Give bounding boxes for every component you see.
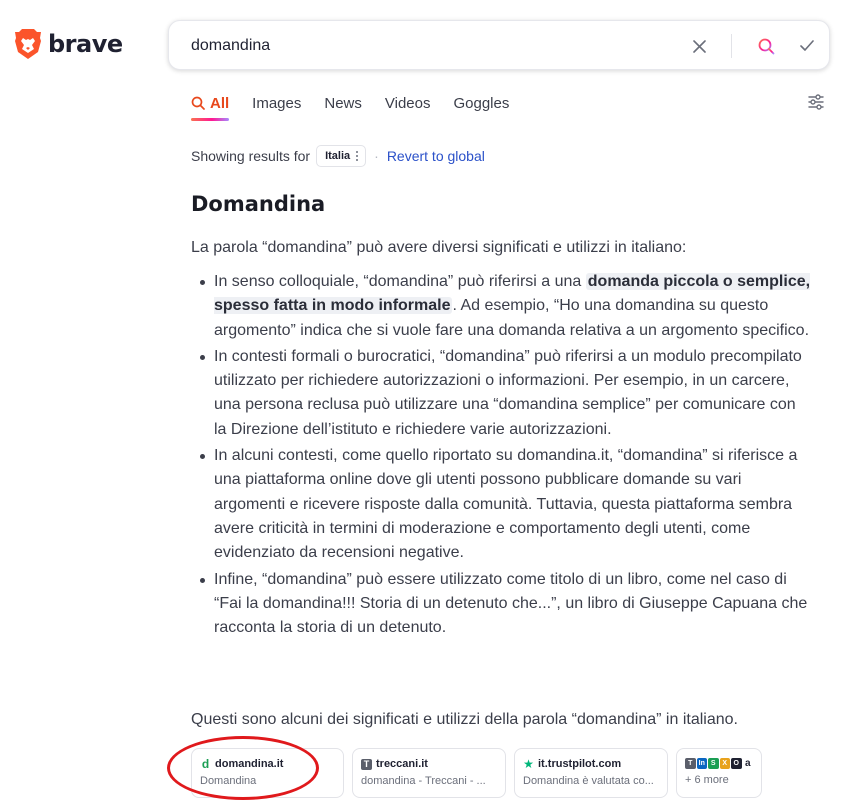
region-bar (191, 145, 485, 167)
brave-lion-icon (14, 28, 42, 60)
separator: · (374, 148, 379, 164)
linkedin-favicon-icon: In (697, 758, 708, 769)
more-sources-button[interactable] (676, 748, 762, 798)
tab-goggles[interactable] (453, 93, 509, 113)
answer-title: Domandina (191, 192, 326, 216)
settings-sliders-icon[interactable] (807, 93, 825, 111)
close-icon (693, 40, 706, 53)
search-bar (168, 20, 830, 70)
search-input[interactable] (191, 34, 671, 58)
source-card-treccani[interactable] (352, 748, 506, 798)
source-favicons (685, 758, 753, 769)
source-card-trustpilot[interactable] (514, 748, 668, 798)
answer-intro: La parola “domandina” può avere diversi significati e utilizzi in italiano: (191, 239, 687, 256)
source-domain: domandina.it (215, 758, 284, 770)
search-icon (191, 96, 205, 110)
region-prefix: Showing results for (191, 148, 311, 164)
list-item (191, 270, 811, 343)
brand-name: brave (48, 30, 123, 58)
more-vertical-icon (356, 151, 358, 161)
region-country: Italia (325, 150, 351, 162)
list-item: Infine, “domandina” può essere utilizzato come titolo di un libro, come nel caso di “Fai la domandina!!! Storia di un detenuto che...”, un libro di Giuseppe Capuana che racconta la storia di un detenuto. (191, 568, 811, 641)
answer-list (191, 270, 811, 642)
tab-label: Videos (384, 94, 431, 112)
check-icon (800, 40, 814, 52)
highlighted-phrase: domanda piccola o semplice, spesso fatta in modo informale (214, 273, 811, 315)
source-title: Domandina è valutata co... (523, 775, 654, 787)
source-card-domandina[interactable] (191, 748, 344, 798)
list-item: In alcuni contesti, come quello riportato su domandina.it, “domandina” si riferisce a una piattaforma online dove gli utenti possono pubblicare domande su vari argomenti e ricevere risposte dalla comunità. Tuttavia, questa piattaforma sembra avere criticità in termini di moderazione e comportamento degli utenti, come evidenziato da recensioni negative. (191, 444, 811, 565)
source-domain: it.trustpilot.com (538, 758, 622, 770)
confirm-button[interactable] (795, 34, 819, 58)
tab-label: Goggles (453, 94, 510, 112)
tab-news[interactable] (324, 93, 362, 113)
domandina-favicon-icon: d (201, 757, 210, 771)
site-favicon-icon: X (720, 758, 731, 769)
source-title: domandina - Treccani - ... (361, 775, 486, 787)
trustpilot-star-icon: ★ (523, 757, 534, 771)
brave-logo[interactable] (14, 28, 123, 60)
bullet-text: In senso colloquiale, “domandina” può riferirsi a una (214, 273, 586, 290)
search-icon (758, 38, 775, 55)
treccani-favicon-icon: T (685, 758, 696, 769)
source-cards (191, 748, 762, 798)
clear-button[interactable] (687, 34, 711, 58)
site-favicon-icon: S (708, 758, 719, 769)
tab-label: News (324, 94, 362, 112)
revert-to-global-link[interactable]: Revert to global (386, 148, 485, 164)
source-title: Domandina (200, 775, 257, 787)
tab-videos[interactable] (385, 93, 431, 113)
tab-label: Images (252, 94, 302, 112)
answer-outro: Questi sono alcuni dei significati e utilizzi della parola “domandina” in italiano. (191, 711, 738, 728)
more-count: + 6 more (685, 774, 729, 786)
site-favicon-icon: O (731, 758, 742, 769)
treccani-favicon-icon: T (361, 759, 372, 770)
region-selector[interactable] (316, 145, 366, 167)
tab-images[interactable] (252, 93, 301, 113)
bullet-text: . Ad esempio, “Ho una domandina su questo argomento” indica che si vuole fare una domanda relativa a un argomento specifico. (214, 297, 810, 339)
amazon-favicon-icon: a (743, 758, 754, 769)
source-domain: treccani.it (376, 758, 428, 770)
list-item: In contesti formali o burocratici, “domandina” può riferirsi a un modulo precompilato utilizzato per richiedere autorizzazioni o informazioni. Per esempio, in un carcere, una persona reclusa può utilizzare una “domandina semplice” per comunicare con la Direzione dell’istituto e richiedere varie autorizzazioni. (191, 345, 811, 442)
search-button[interactable] (754, 34, 778, 58)
search-tabs (191, 93, 532, 121)
divider (731, 34, 732, 58)
tab-all[interactable] (191, 93, 229, 113)
tab-label: All (210, 94, 230, 112)
